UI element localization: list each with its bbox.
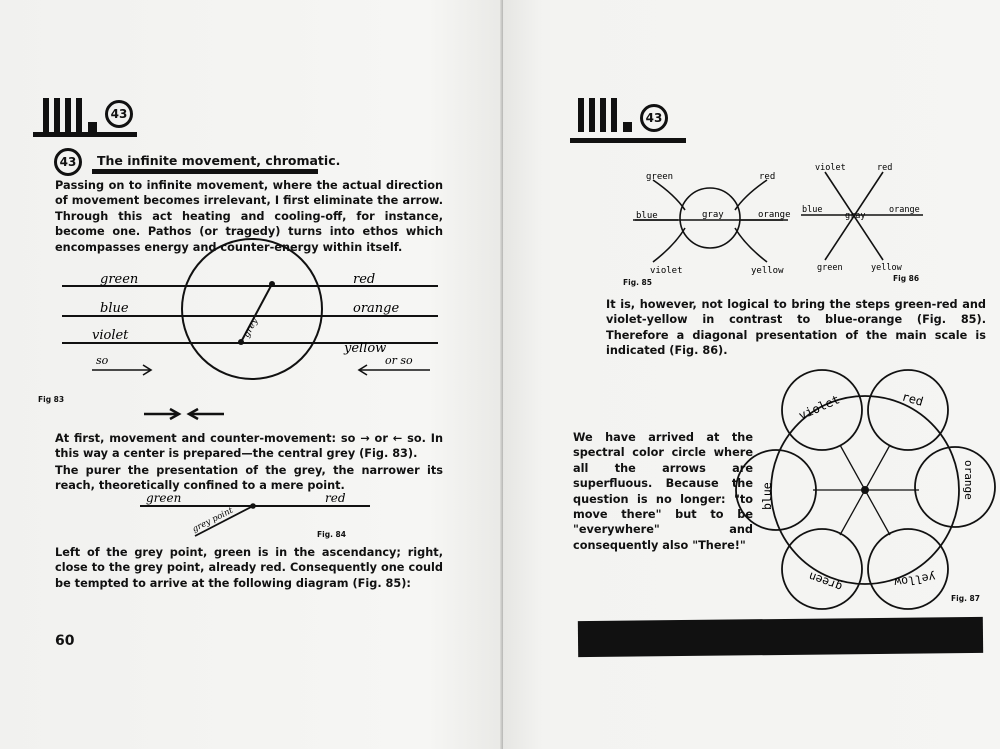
- section-heading: The infinite movement, chromatic.: [97, 153, 341, 168]
- fig86-label-blue: blue: [802, 205, 823, 215]
- fig86-label-orange: orange: [889, 205, 920, 215]
- fig87-label-red: red: [900, 389, 925, 409]
- fig85-caption: Fig. 85: [623, 278, 652, 287]
- fig85-label-red: red: [759, 172, 776, 182]
- fig83-caption: Fig 83: [38, 395, 65, 404]
- intro-paragraph: Passing on to infinite movement, where the actual direction of movement becomes irrelevant, I first eliminate the arrow. Through this act heating and cooling-off, for instance, become one. Pathos (or tragedy) turns into ethos which encompasses energy and counter-energy within itself.: [55, 179, 443, 254]
- mark-bar: [611, 98, 617, 132]
- mark-bar: [54, 98, 60, 132]
- fig87-circle-green: [782, 529, 862, 609]
- fig86-label-violet: violet: [815, 163, 846, 173]
- heading-underline: [92, 169, 318, 174]
- label-so: so: [96, 354, 109, 367]
- mark-bar: [589, 98, 595, 132]
- heading-number-badge: 43: [54, 148, 82, 176]
- label-violet: violet: [92, 328, 129, 343]
- label-blue: blue: [100, 301, 129, 316]
- fig85-label-violet: violet: [650, 266, 683, 276]
- fig87-label-blue: blue: [760, 482, 774, 510]
- label-grey: grey: [241, 316, 261, 340]
- fig87-caption: Fig. 87: [951, 594, 980, 603]
- fig85-arc-bottom-right: [735, 228, 767, 262]
- label-or-so: or so: [385, 354, 413, 367]
- right-page: [503, 0, 1000, 749]
- mark-bar: [43, 98, 49, 132]
- fig85-diagram-right: [503, 160, 793, 285]
- section-number-badge: 43: [105, 100, 133, 128]
- fig87-label-yellow: yellow: [893, 570, 937, 590]
- fig86-label-yellow: yellow: [871, 263, 902, 273]
- fig83-edge-dot: [269, 281, 275, 287]
- fig86-caption: Fig 86: [893, 274, 920, 283]
- label-green: green: [100, 272, 139, 287]
- fig87-diagram: [743, 360, 1000, 622]
- fig85-label-blue: blue: [636, 211, 658, 221]
- paragraph-movement: At first, movement and counter-movement: so → or ← so. In this way a center is prepared—the central grey (Fig. 83).: [55, 432, 443, 461]
- mark-rule: [570, 138, 686, 143]
- fig85-label-yellow: yellow: [751, 266, 784, 276]
- fig85-label-green: green: [646, 172, 674, 182]
- fig85-label-gray: gray: [702, 210, 724, 220]
- fig84-diagram: [0, 490, 500, 550]
- paragraph-purer-grey: The purer the presentation of the grey, the narrower its reach, theoretically confined to a mere point.: [55, 464, 443, 493]
- mark-dot: [623, 122, 632, 132]
- bottom-black-bar: [578, 617, 983, 657]
- section-mark-left: [43, 92, 153, 142]
- fig86-diagram: [793, 160, 933, 280]
- paragraph-not-logical: It is, however, not logical to bring the steps green-red and violet-yellow in contrast to blue-orange (Fig. 85). Therefore a diagonal presentation of the main scale is indicated (Fig. 86).: [606, 298, 986, 358]
- label-orange: orange: [353, 301, 400, 316]
- paragraph-grey-point: Left of the grey point, green is in the ascendancy; right, close to the grey point, already red. Consequently one could be tempted to arrive at the following diagram (Fig. 85):: [55, 546, 443, 590]
- mark-dot: [88, 122, 97, 132]
- fig83-center-dot: [238, 339, 244, 345]
- mark-bar: [600, 98, 606, 132]
- fig87-label-violet: violet: [796, 392, 842, 423]
- fig86-label-gray: gray: [845, 211, 866, 221]
- fig87-circle-yellow: [868, 529, 948, 609]
- page-number: 60: [55, 633, 75, 649]
- mark-bar: [76, 98, 82, 132]
- fig84-label-red: red: [325, 491, 346, 505]
- mark-rule: [33, 132, 137, 137]
- label-red: red: [353, 272, 376, 287]
- paragraph-spectral-circle: We have arrived at the spectral color circle where all the arrows are superfluous. Because the question is no longer: "to move there" but to be "everywhere" and consequently also "There!": [573, 431, 753, 552]
- fig86-label-red: red: [877, 163, 893, 173]
- fig84-grey-point: [250, 503, 256, 509]
- fig83-diagram: [0, 240, 500, 420]
- fig87-circle-red: [868, 370, 948, 450]
- fig84-caption: Fig. 84: [317, 530, 346, 539]
- label-yellow: yellow: [344, 341, 387, 356]
- mark-bar: [578, 98, 584, 132]
- fig85-arc-top-right: [735, 180, 767, 210]
- section-number-badge: 43: [640, 104, 668, 132]
- fig84-label-green: green: [146, 491, 182, 505]
- mark-bar: [65, 98, 71, 132]
- fig87-label-orange: orange: [962, 460, 975, 500]
- movement-arrows: [140, 404, 240, 424]
- fig85-label-orange: orange: [758, 210, 791, 220]
- fig83-circle: [182, 239, 322, 379]
- fig87-label-green: green: [806, 569, 845, 595]
- section-mark-right: [570, 92, 690, 148]
- fig84-label-grey-point: grey point: [190, 505, 235, 535]
- fig86-label-green: green: [817, 263, 843, 273]
- fig87-center-dot: [861, 486, 869, 494]
